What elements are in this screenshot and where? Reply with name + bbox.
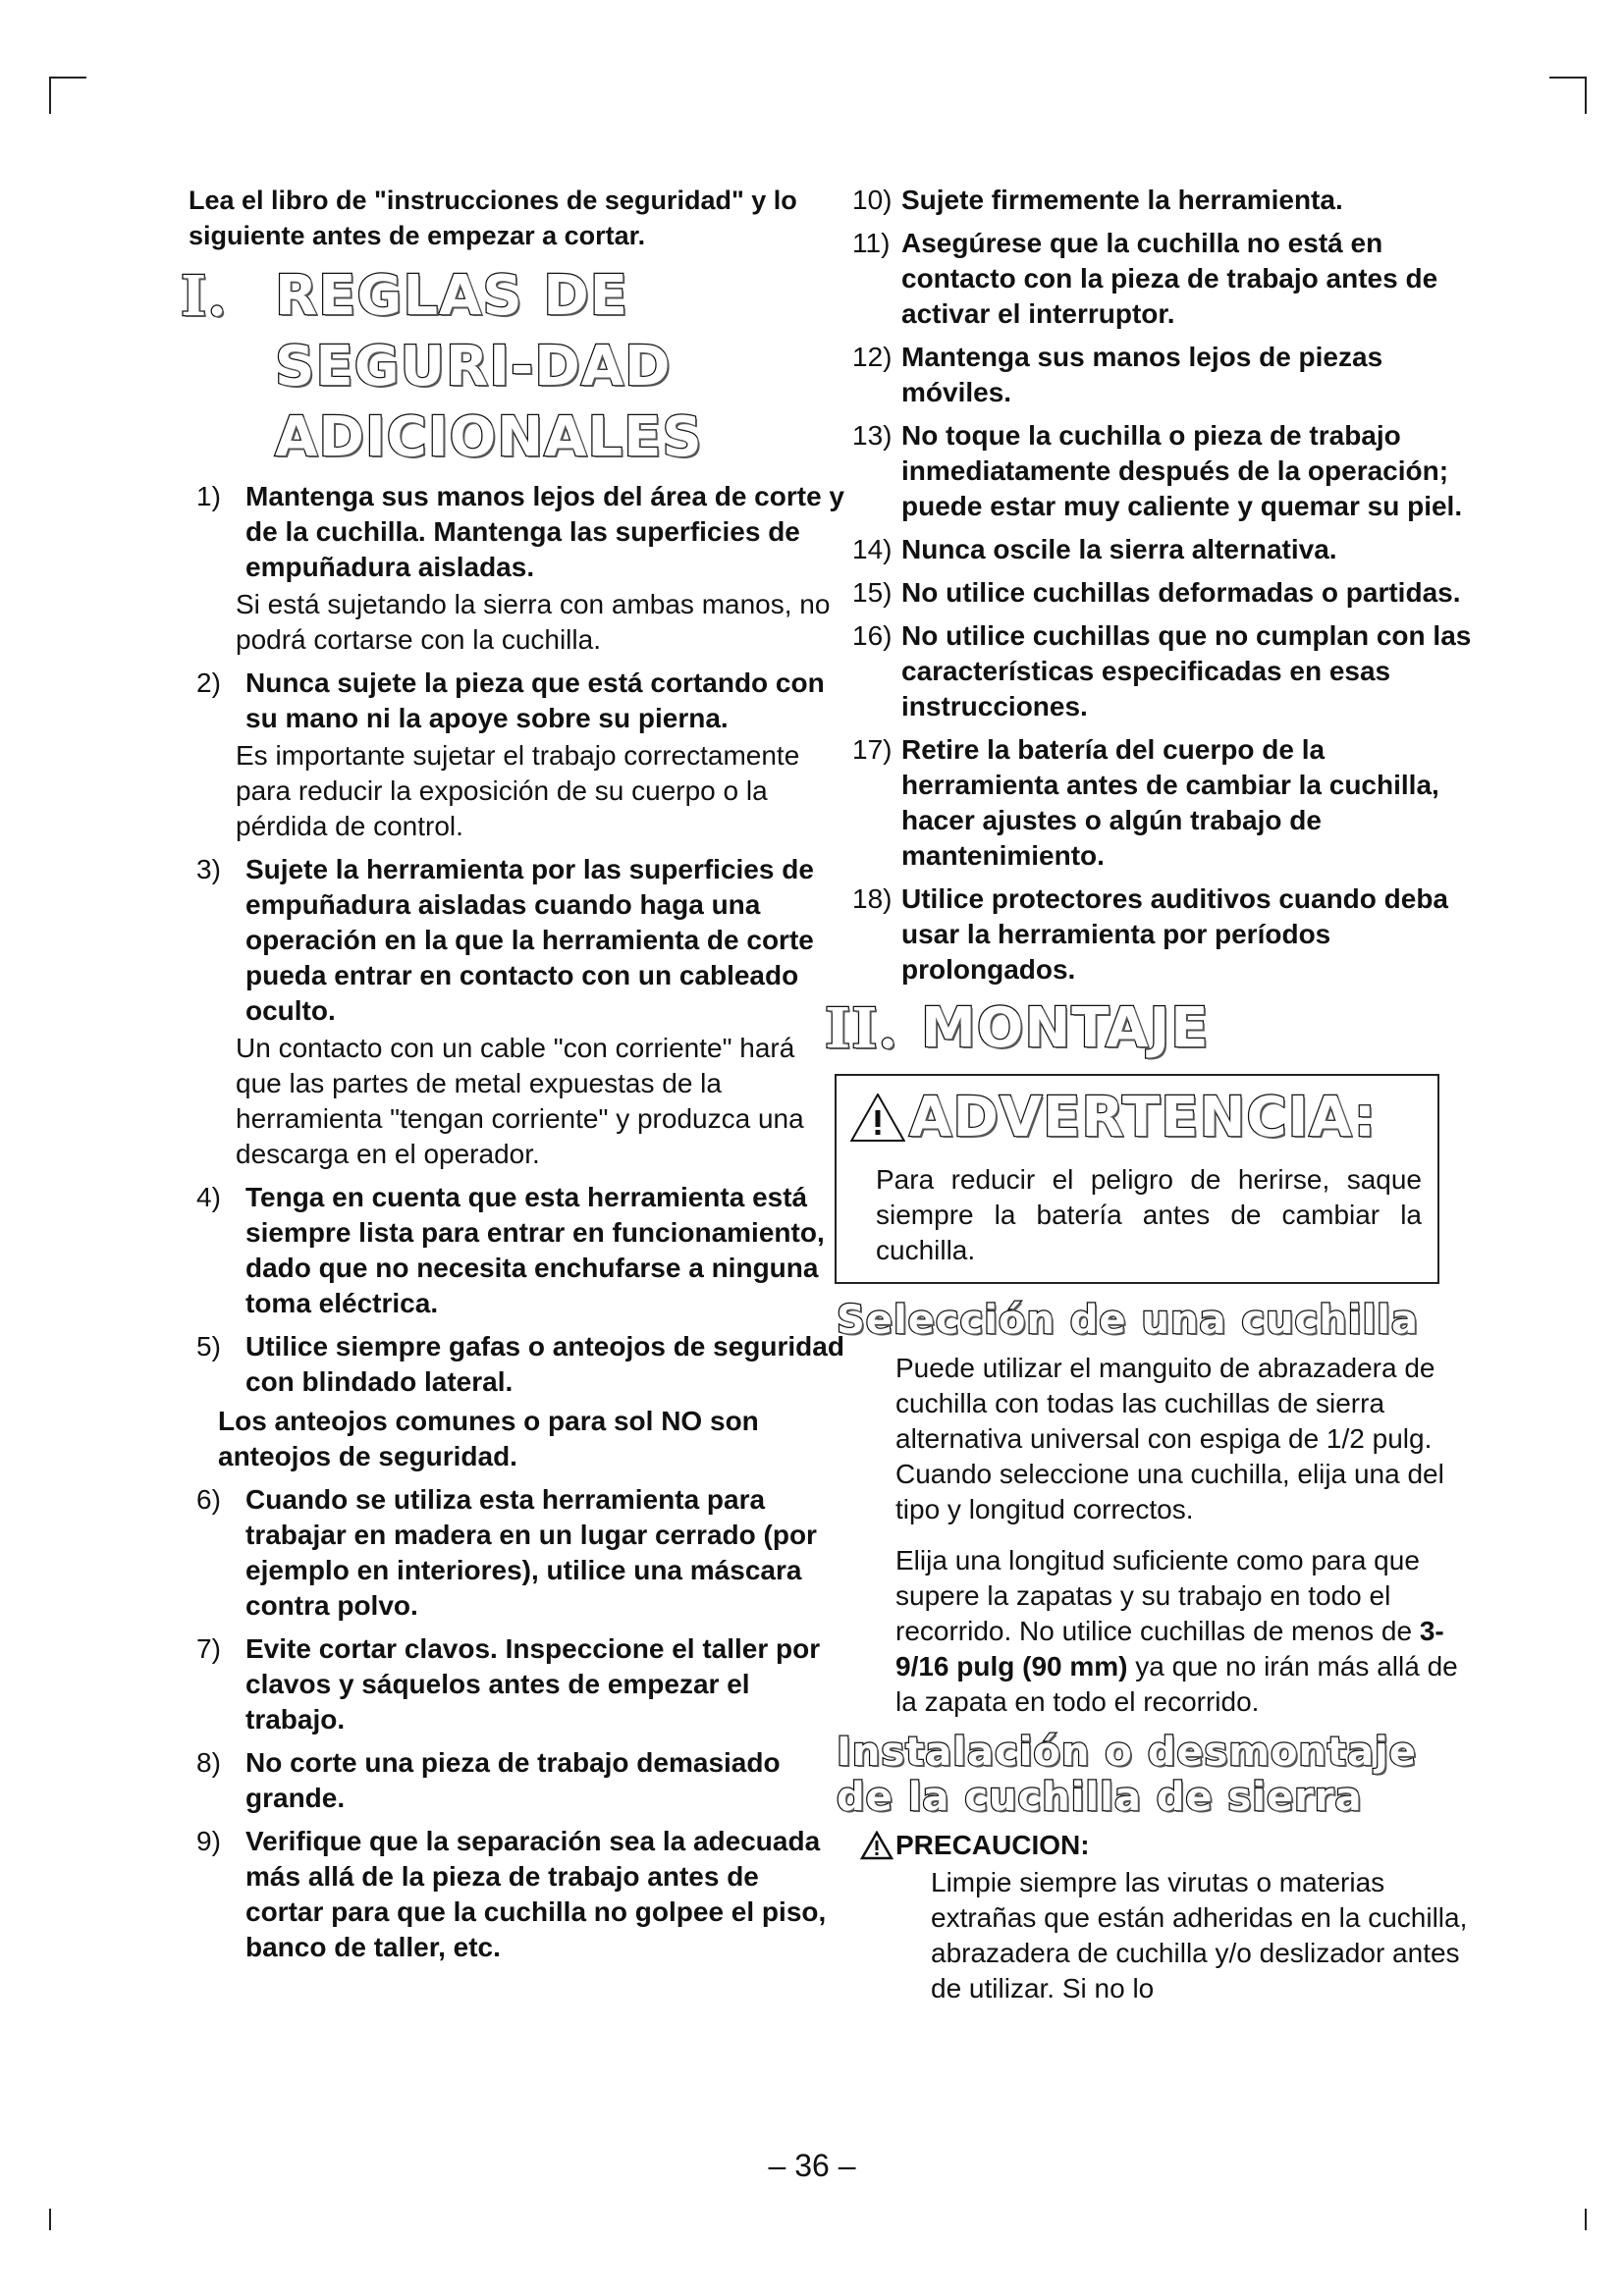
item-bold-text: No utilice cuchillas que no cumplan con las características especificadas en esas instrucciones.	[901, 620, 1472, 721]
right-column	[825, 183, 1483, 2006]
list-item	[844, 618, 1483, 724]
item-bold-text: Evite cortar clavos. Inspeccione el taller por clavos y sáquelos antes de empezar el trabajo.	[245, 1633, 821, 1735]
page-number: – 36 –	[768, 2148, 856, 2183]
list-item	[189, 1745, 844, 1816]
list-item	[844, 418, 1483, 524]
crop-mark-bottom-right	[1585, 2209, 1587, 2230]
item-number: 4)	[196, 1182, 221, 1212]
item-bold-text: No utilice cuchillas deformadas o partidas.	[901, 577, 1461, 608]
crop-mark-bottom-left	[49, 2209, 51, 2230]
caution-triangle-icon	[860, 1831, 893, 1860]
crop-mark-top-left	[49, 77, 51, 114]
caution-body: Limpie siempre las virutas o materias extrañas que están adheridas en la cuchilla, abrazadera de cuchilla y/o deslizador antes de utilizar. Si no lo	[931, 1867, 1468, 2003]
section-2-number: II.	[825, 996, 898, 1061]
caution-label: PRECAUCION:	[895, 1830, 1090, 1860]
warning-heading	[850, 1084, 1437, 1152]
section-1-title: REGLAS DE SEGURI-DAD ADICIONALES	[275, 264, 703, 469]
safety-rules-list	[189, 479, 844, 1965]
blade-selection-heading: Selección de una cuchilla	[837, 1298, 1419, 1343]
section-1-heading	[181, 261, 844, 473]
section-2-title: MONTAJE	[921, 996, 1210, 1060]
item-bold-text: Sujete firmemente la herramienta.	[901, 185, 1343, 215]
item-number: 9)	[196, 1826, 221, 1856]
list-item	[189, 1482, 844, 1624]
caution-heading	[860, 1828, 1483, 1863]
item-bold-text: Utilice protectores auditivos cuando deba usar la herramienta por períodos prolongados.	[901, 883, 1449, 985]
item-number: 11)	[852, 228, 891, 258]
min-blade-length: 3-9/16 pulg (90 mm)	[895, 1616, 1444, 1682]
item-number: 12)	[852, 342, 893, 372]
list-item	[189, 1180, 844, 1321]
paragraph-text: Elija una longitud suficiente como para que supere la zapatas y su trabajo en todo el recorrido. No utilice cuchillas de menos de	[895, 1545, 1420, 1646]
item-number: 10)	[852, 185, 893, 215]
item-bold-text: Mantenga sus manos lejos del área de corte y de la cuchilla. Mantenga las superficies de empuñadura aisladas.	[245, 481, 844, 582]
intro-text: Lea el libro de "instrucciones de seguridad" y lo siguiente antes de empezar a cortar.	[189, 186, 797, 250]
item-number: 17)	[852, 734, 893, 765]
section-2-heading	[825, 995, 1483, 1062]
item-number: 16)	[852, 620, 893, 651]
item-number: 15)	[852, 577, 893, 608]
item-number: 6)	[196, 1484, 221, 1515]
item-plain-text: Si está sujetando la sierra con ambas manos, no podrá cortarse con la cuchilla.	[236, 589, 831, 655]
item-bold-text: Nunca sujete la pieza que está cortando con su mano ni la apoye sobre su pierna.	[245, 667, 825, 733]
list-item	[189, 666, 844, 844]
item-bold-text: Tenga en cuenta que esta herramienta está siempre lista para entrar en funcionamiento, dado que no necesita enchufarse a ninguna toma eléctrica.	[245, 1182, 825, 1318]
blade-selection-paragraph-1: Puede utilizar el manguito de abrazadera de cuchilla con todas las cuchillas de sierra alternativa universal con espiga de 1/2 pulg. Cuando seleccione una cuchilla, elija una del tipo y longitud correctos.	[895, 1353, 1444, 1524]
item-number: 3)	[196, 854, 221, 884]
section-1-number: I.	[181, 264, 228, 329]
warning-box	[835, 1074, 1439, 1284]
paragraph-text: ya que no irán más allá de la zapata en todo el recorrido.	[895, 1651, 1458, 1717]
item-bold-text: Utilice siempre gafas o anteojos de seguridad con blindado lateral.	[245, 1331, 844, 1397]
item-plain-text: Es importante sujetar el trabajo correctamente para reducir la exposición de su cuerpo o la pérdida de control.	[236, 740, 800, 841]
left-column	[181, 183, 844, 1973]
item-bold-text: Retire la batería del cuerpo de la herramienta antes de cambiar la cuchilla, hacer ajustes o algún trabajo de mantenimiento.	[901, 734, 1439, 871]
item-bold-text: Mantenga sus manos lejos de piezas móviles.	[901, 342, 1383, 407]
item-number: 5)	[196, 1331, 221, 1362]
list-item	[844, 881, 1483, 988]
list-item	[844, 575, 1483, 611]
warning-title: ADVERTENCIA:	[909, 1086, 1378, 1149]
list-item	[189, 1824, 844, 1965]
blade-selection-paragraph-2	[895, 1543, 1483, 1720]
item-plain-text: Un contacto con un cable "con corriente" hará que las partes de metal expuestas de la herramienta "tengan corriente" y produzca una descarga en el operador.	[236, 1033, 804, 1169]
safety-rules-list-continued	[844, 183, 1483, 988]
item-bold-text: Sujete la herramienta por las superficies de empuñadura aisladas cuando haga una operación en la que la herramienta de corte pueda entrar en contacto con un cableado oculto.	[245, 854, 814, 1026]
item-number: 7)	[196, 1633, 221, 1664]
item-bold-text: No toque la cuchilla o pieza de trabajo inmediatamente después de la operación; puede estar muy caliente y quemar su piel.	[901, 420, 1463, 521]
list-item	[844, 532, 1483, 567]
item-bold-text: Cuando se utiliza esta herramienta para trabajar en madera en un lugar cerrado (por ejemplo en interiores), utilice una máscara contra polvo.	[245, 1484, 817, 1621]
item-number: 8)	[196, 1747, 221, 1778]
item-bold-text: Asegúrese que la cuchilla no está en contacto con la pieza de trabajo antes de activar el interruptor.	[901, 228, 1438, 329]
list-item	[189, 1631, 844, 1737]
item-number: 14)	[852, 534, 893, 564]
blade-installation-heading: Instalación o desmontaje de la cuchilla de sierra	[837, 1730, 1417, 1820]
item-bold-text: Verifique que la separación sea la adecuada más allá de la pieza de trabajo antes de cortar para que la cuchilla no golpee el piso, banco de taller, etc.	[245, 1826, 827, 1962]
list-item	[189, 852, 844, 1172]
warning-body: Para reducir el peligro de herirse, saque siempre la batería antes de cambiar la cuchilla.	[876, 1164, 1422, 1265]
list-item	[844, 226, 1483, 332]
crop-mark-top-left	[49, 77, 86, 79]
safety-glasses-note: Los anteojos comunes o para sol NO son anteojos de seguridad.	[218, 1406, 759, 1471]
item-number: 13)	[852, 420, 893, 451]
item-bold-text: No corte una pieza de trabajo demasiado grande.	[245, 1747, 781, 1813]
item-number: 18)	[852, 883, 893, 914]
list-item	[189, 1329, 844, 1400]
item-number: 2)	[196, 667, 221, 698]
list-item	[189, 479, 844, 658]
list-item	[844, 732, 1483, 874]
list-item	[844, 183, 1483, 218]
crop-mark-top-right	[1549, 77, 1587, 79]
list-item	[844, 340, 1483, 410]
item-bold-text: Nunca oscile la sierra alternativa.	[901, 534, 1337, 564]
warning-triangle-icon	[850, 1094, 905, 1143]
item-number: 1)	[196, 481, 221, 511]
crop-mark-top-right	[1585, 77, 1587, 114]
